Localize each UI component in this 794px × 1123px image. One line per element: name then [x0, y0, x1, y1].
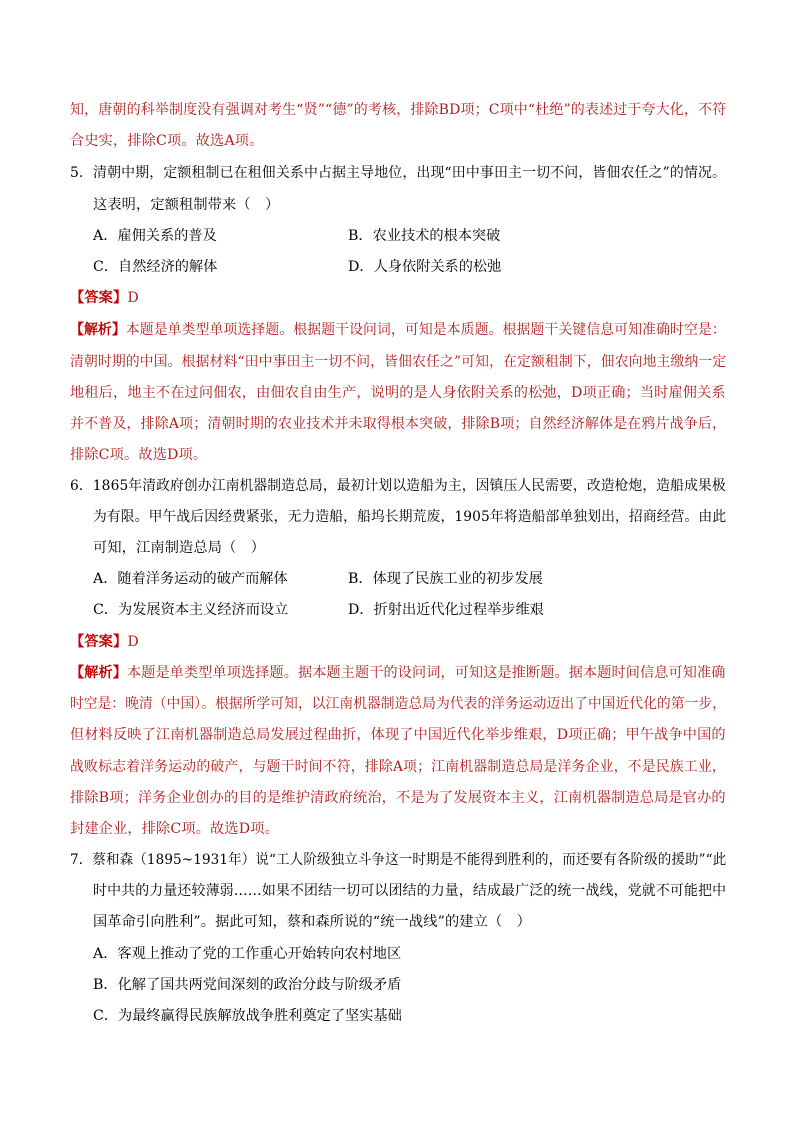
q6-analysis-line-3: 但材料反映了江南机器制造总局发展过程曲折，体现了中国近代化举步维艰，D项正确；甲午战争中国的 [70, 727, 726, 743]
q6-analysis-label: 【解析】 [70, 665, 128, 681]
q5-option-b: B．农业技术的根本突破 [348, 228, 501, 244]
q6-analysis-text-1: 本题是单类型单项选择题。据本题主题干的设问词，可知这是推断题。据本题时间信息可知准确 [127, 665, 726, 681]
q5-analysis-line-3: 地租后，地主不在过问佃农，由佃农自由生产，说明的是人身依附关系的松弛，D项正确；当时雇佣关系 [70, 385, 726, 401]
q6-option-d: D．折射出近代化过程举步维艰 [348, 602, 544, 618]
q6-analysis-line-5: 排除B项；洋务企业创办的目的是维护清政府统治，不是为了发展资本主义，江南机器制造总局是官办的 [70, 790, 726, 806]
q6-option-b: B．体现了民族工业的初步发展 [348, 571, 543, 587]
q7-stem-line-2: 时中共的力量还较薄弱……如果不团结一切可以团结的力量，结成最广泛的统一战线，党就不可能把中 [93, 883, 727, 899]
q7-stem-line-1: 7．蔡和森（1895~1931年）说“工人阶级独立斗争这一时期是不能得到胜利的，而还要有各阶级的援助”“此 [70, 852, 727, 868]
q6-analysis-line-2: 时空是：晚清（中国）。根据所学可知，以江南机器制造总局为代表的洋务运动迈出了中国近代化的第一步， [70, 696, 727, 712]
q5-analysis-label: 【解析】 [70, 322, 126, 338]
prev-analysis-line-1: 知，唐朝的科举制度没有强调对考生“贤”“德”的考核，排除BD项；C项中“杜绝”的表述过于夸大化，不符 [70, 102, 727, 118]
q6-option-c: C．为发展资本主义经济而设立 [93, 602, 289, 618]
q5-answer-label: 【答案】 [70, 290, 128, 306]
q5-stem-line-1: 5．清朝中期，定额租制已在租佃关系中占据主导地位，出现“田中事田主一切不问，皆佃农任之”的情况。 [70, 165, 727, 181]
q6-answer-label: 【答案】 [70, 634, 128, 650]
q6-analysis-line-1 [70, 663, 726, 683]
q7-option-c: C．为最终赢得民族解放战争胜利奠定了坚实基础 [93, 1008, 402, 1024]
q5-stem-line-2: 这表明，定额租制带来（ ） [93, 197, 280, 213]
q5-analysis-line-4: 并不普及，排除A项；清朝时期的农业技术并未取得根本突破，排除B项；自然经济解体是在鸦片战争后， [70, 416, 727, 432]
q5-analysis-line-2: 清朝时期的中国。根据材料“田中事田主一切不问，皆佃农任之”可知，在定额租制下，佃农向地主缴纳一定 [70, 354, 727, 370]
q5-answer [70, 288, 139, 308]
q5-option-a: A．雇佣关系的普及 [93, 228, 217, 244]
q6-stem-line-2: 为有限。甲午战后因经费紧张，无力造船，船坞长期荒废，1905年将造船部单独划出，招商经营。由此 [93, 509, 727, 525]
q5-analysis-line-1 [70, 320, 726, 340]
q7-option-b: B．化解了国共两党间深刻的政治分歧与阶级矛盾 [93, 977, 402, 993]
q5-answer-value: D [127, 290, 139, 306]
q6-answer-value: D [127, 634, 139, 650]
q7-stem-line-3: 国革命引向胜利”。据此可知，蔡和森所说的“统一战线”的建立（ ） [93, 914, 531, 930]
q6-analysis-line-6: 封建企业，排除C项。故选D项。 [70, 821, 279, 837]
prev-analysis-line-2: 合史实，排除C项。故选A项。 [70, 133, 264, 149]
q6-option-a: A．随着洋务运动的破产而解体 [93, 571, 288, 587]
q5-analysis-text-1: 本题是单类型单项选择题。根据题干设问词，可知是本质题。根据题干关键信息可知准确时空是： [125, 322, 726, 338]
q5-analysis-line-5: 排除C项。故选D项。 [70, 447, 208, 463]
q5-option-c: C．自然经济的解体 [93, 259, 218, 275]
q6-stem-line-3: 可知，江南制造总局（ ） [93, 540, 266, 556]
q6-analysis-line-4: 战败标志着洋务运动的破产，与题干时间不符，排除A项；江南机器制造总局是洋务企业，不是民族工业， [70, 759, 726, 775]
q5-option-d: D．人身依附关系的松弛 [348, 259, 502, 275]
q6-answer [70, 632, 139, 652]
q7-option-a: A．客观上推动了党的工作重心开始转向农村地区 [93, 946, 402, 962]
q6-stem-line-1: 6．1865年清政府创办江南机器制造总局，最初计划以造船为主，因镇压人民需要，改造枪炮，造船成果极 [70, 478, 726, 494]
